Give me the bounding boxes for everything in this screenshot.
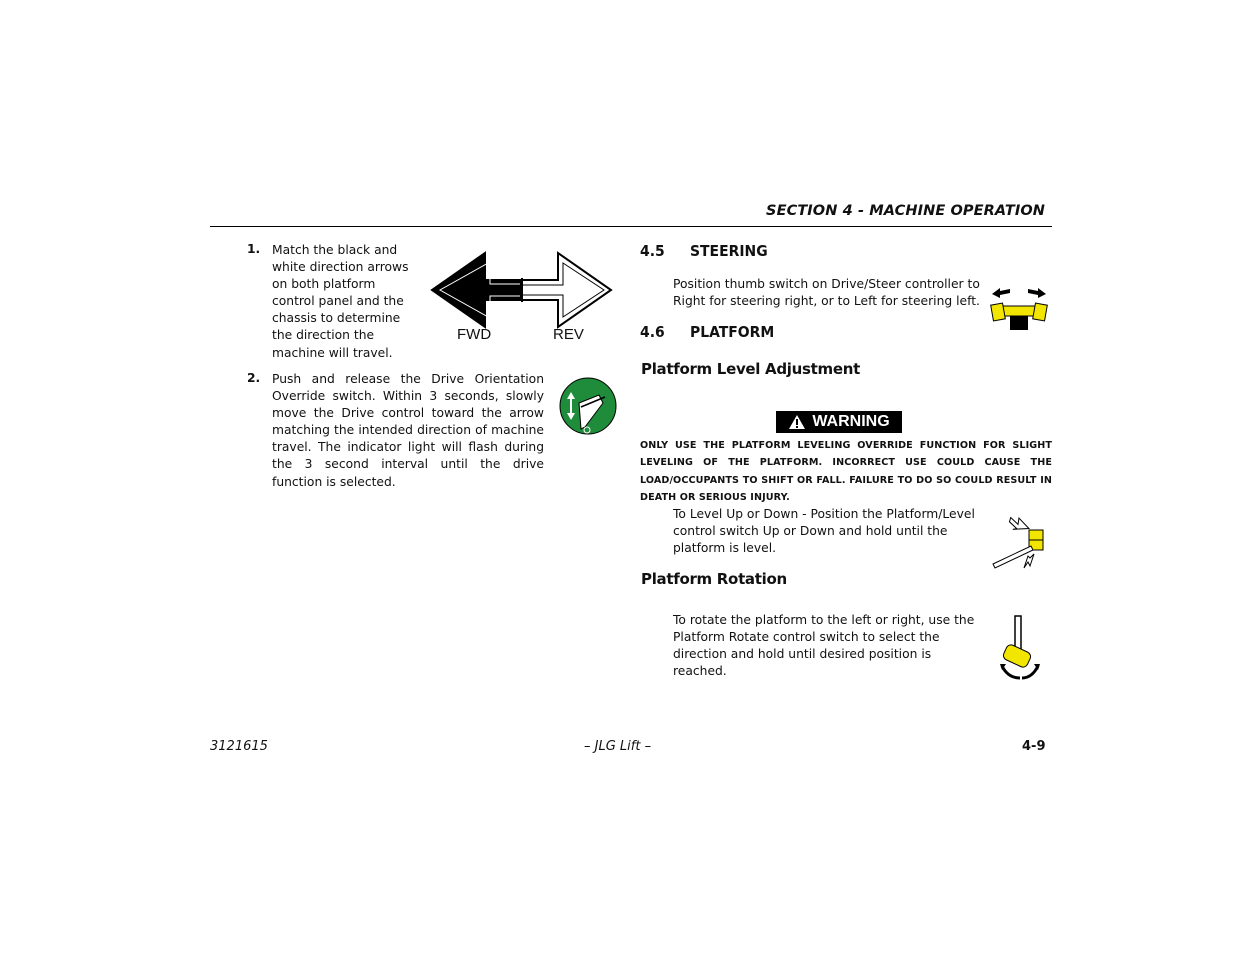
footer-doc-number: 3121615 <box>210 739 268 754</box>
header-divider <box>210 226 1052 227</box>
rotate-right-arrow-icon <box>1022 666 1038 678</box>
steering-section-number: 4.5 <box>640 242 665 260</box>
platform-rotate-switch-icon <box>998 614 1043 682</box>
step-2-text: Push and release the Drive Orientation Override switch. Within 3 seconds, slowly move the Drive control toward the arrow matching the intended direction of machine travel. The indicator light will flash during the 3 second interval until the drive function is selected. <box>272 372 544 489</box>
rev-arrow-icon <box>522 253 611 327</box>
step-1-number: 1. <box>247 242 261 256</box>
steering-text: Position thumb switch on Drive/Steer controller to Right for steering right, or to Left for steering left. <box>673 277 980 309</box>
step-1-text: Match the black and white direction arrows on both platform control panel and the chassis to determine the direction the machine will travel. <box>272 243 409 360</box>
fwd-label: FWD <box>457 326 492 343</box>
footer-center: – JLG Lift – <box>584 739 652 754</box>
warning-badge <box>776 411 902 433</box>
platform-level-heading: Platform Level Adjustment <box>641 360 860 378</box>
platform-rotation-heading: Platform Rotation <box>641 570 787 588</box>
platform-level-text: To Level Up or Down - Position the Platform/Level control switch Up or Down and hold until the platform is level. <box>673 507 975 556</box>
platform-section-number: 4.6 <box>640 323 665 341</box>
steer-left-arrow-icon <box>992 288 1010 298</box>
level-up-arrow-icon <box>1009 515 1029 532</box>
warning-label: WARNING <box>812 413 890 430</box>
level-down-arrow-icon <box>1024 554 1034 568</box>
platform-rotation-text: To rotate the platform to the left or right, use the Platform Rotate control switch to select the direction and hold until desired position is reached. <box>673 613 975 679</box>
steering-section-title: STEERING <box>690 242 768 260</box>
footer-page-number: 4-9 <box>1022 739 1046 754</box>
step-2-number: 2. <box>247 371 261 385</box>
rotate-left-arrow-icon <box>1002 666 1020 678</box>
platform-level-switch-icon <box>990 512 1050 572</box>
platform-section-title: PLATFORM <box>690 323 775 341</box>
steer-right-arrow-icon <box>1028 288 1046 298</box>
drive-orientation-override-icon <box>559 377 619 437</box>
warning-text: ONLY USE THE PLATFORM LEVELING OVERRIDE FUNCTION FOR SLIGHT LEVELING OF THE PLATFORM. INCORRECT USE COULD CAUSE THE LOAD/OCCUPANTS TO SHIFT OR FALL. FAILURE TO DO SO COULD RESULT IN DEATH OR SERIOUS INJURY. <box>640 440 1052 503</box>
fwd-arrow-icon <box>432 253 522 327</box>
steering-switch-icon <box>988 280 1050 332</box>
rev-label: REV <box>553 326 584 343</box>
warning-triangle-icon <box>788 414 806 430</box>
section-header-title: SECTION 4 - MACHINE OPERATION <box>766 203 1045 219</box>
